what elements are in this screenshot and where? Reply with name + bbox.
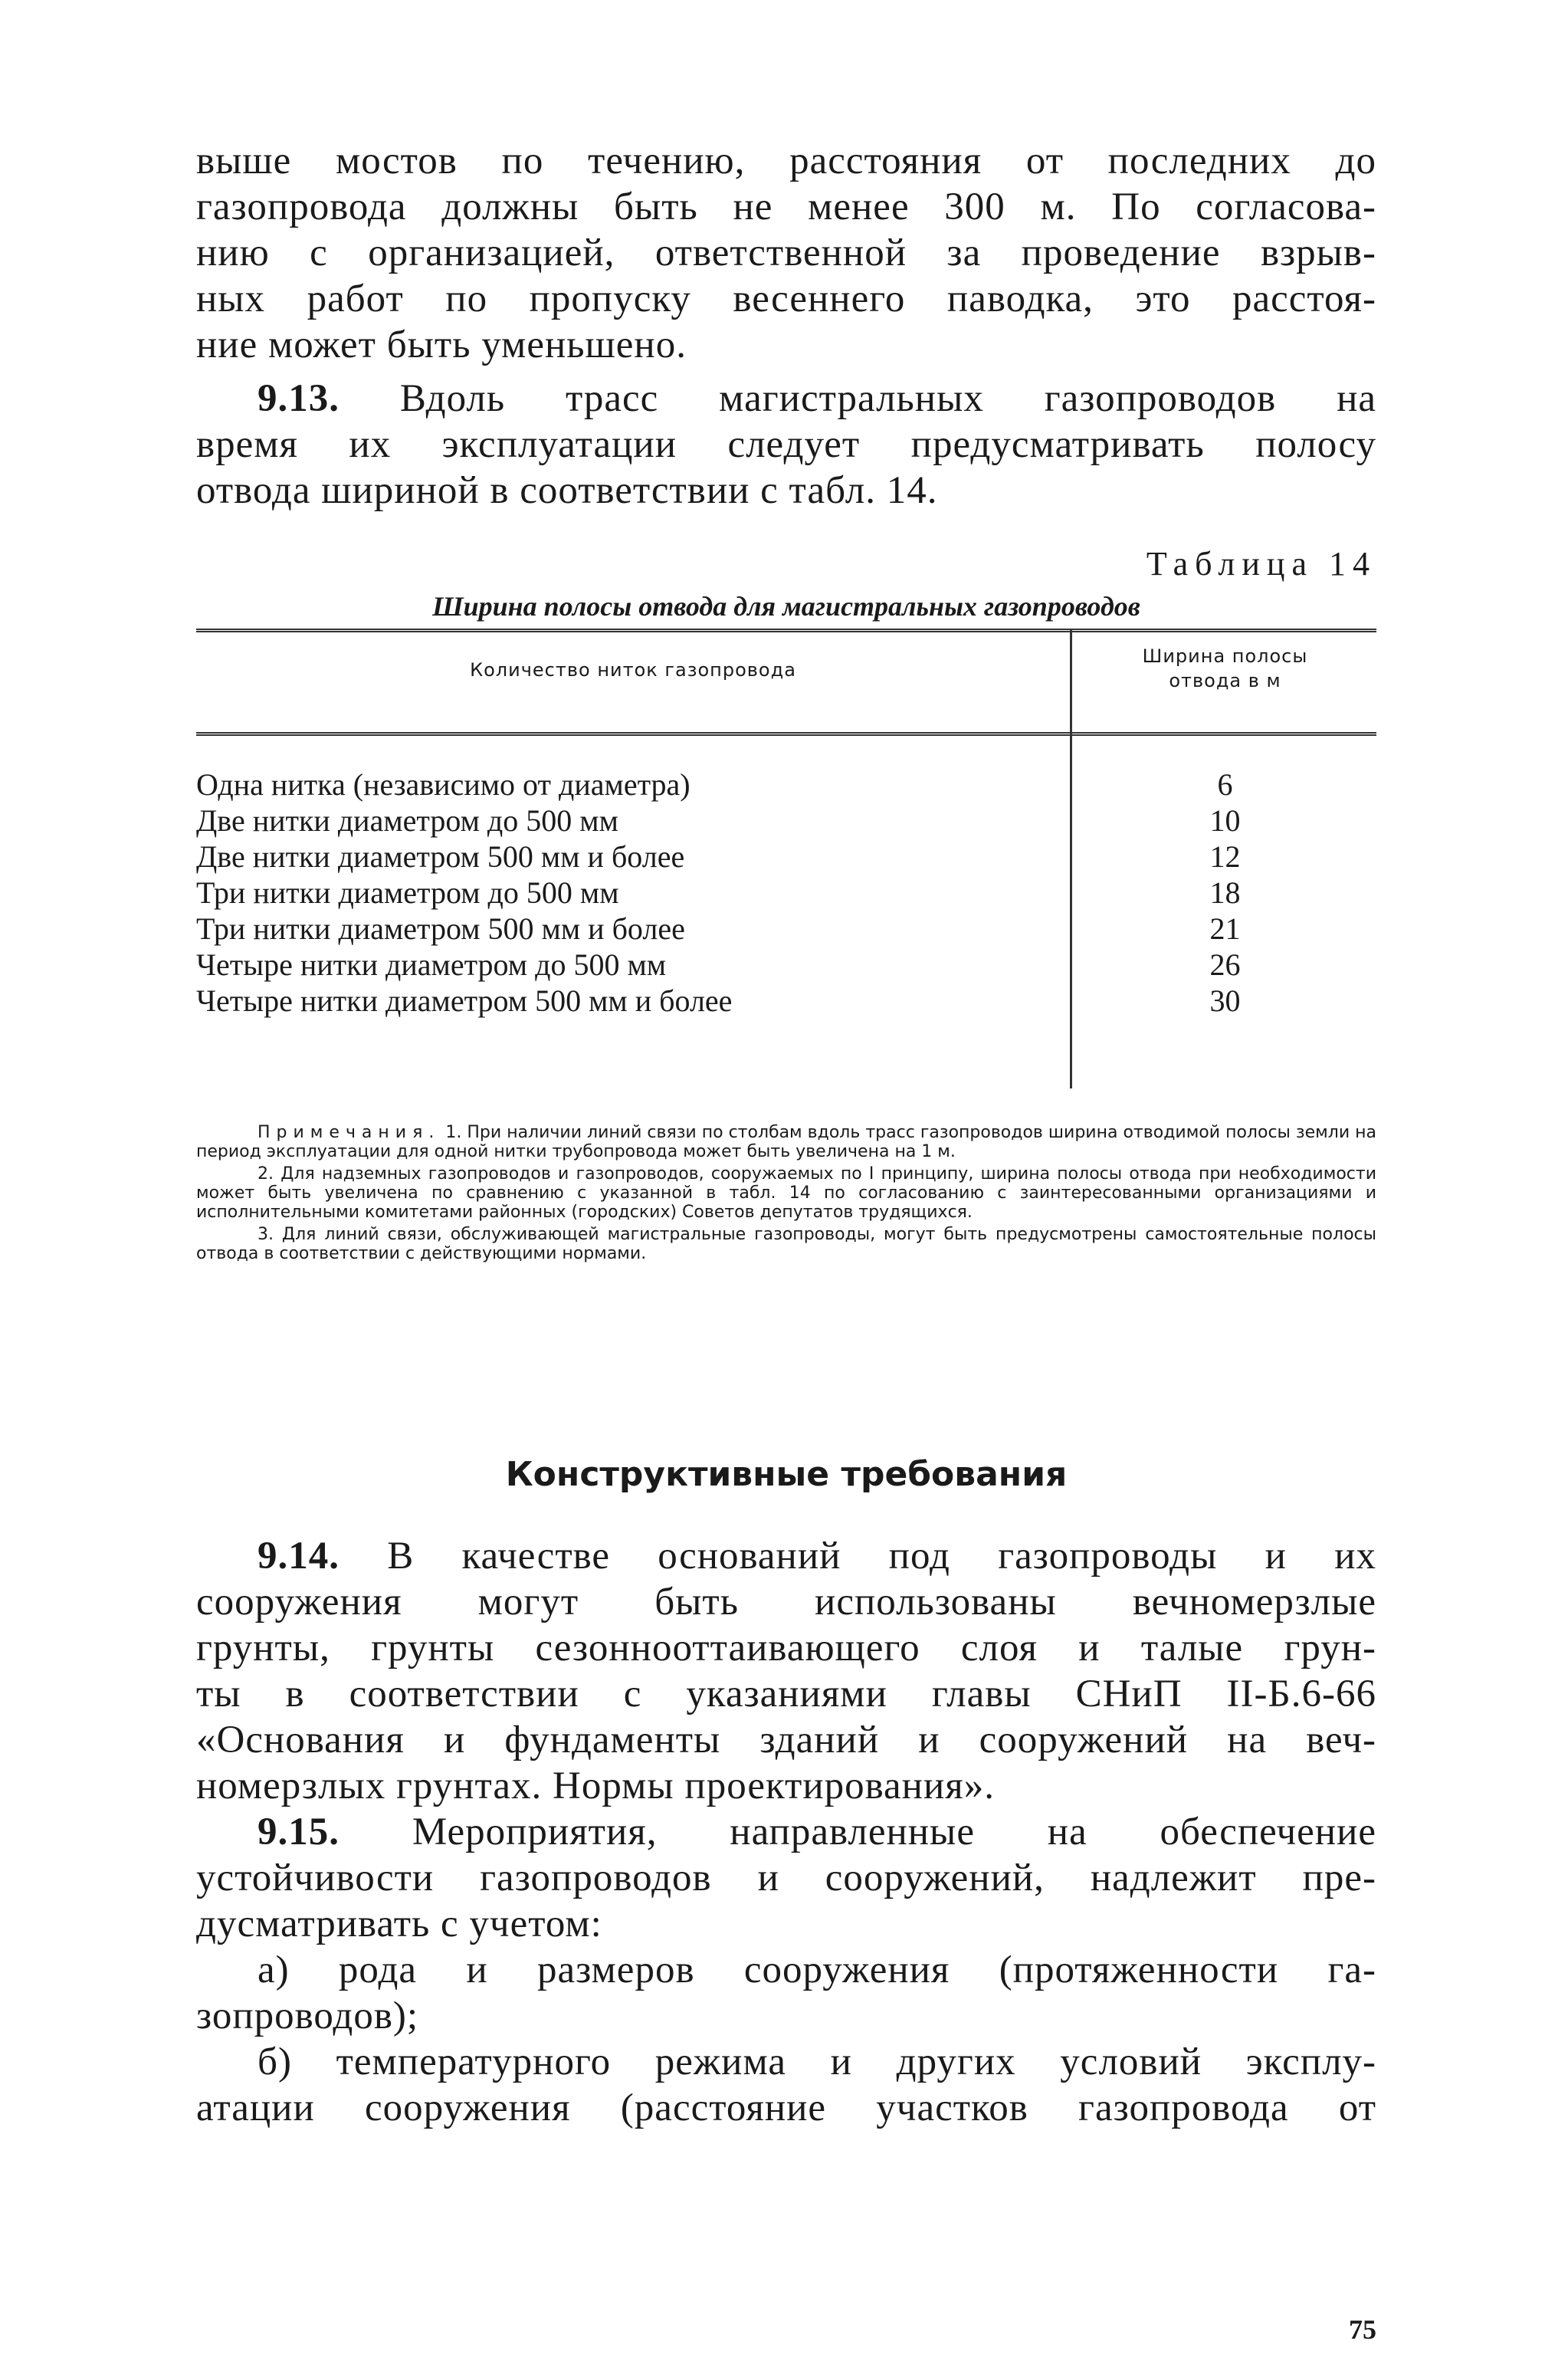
- text-fragment: Мероприятия, направленные на обеспечение: [412, 1811, 1377, 1853]
- paragraph-9-15: [196, 1809, 1376, 1947]
- text-line: сооружения могут быть использованы вечномерзлые: [196, 1581, 1376, 1624]
- row-value: 6: [1217, 767, 1233, 802]
- table-header-count: Количество ниток газопровода: [470, 659, 796, 681]
- table-row: [196, 875, 1376, 911]
- text-line: а) рода и размеров сооружения (протяженности га-: [258, 1949, 1376, 1991]
- text-fragment: В качестве оснований под газопроводы и их: [387, 1535, 1376, 1578]
- text-fragment: Вдоль трасс магистральных газопроводов на: [399, 377, 1376, 420]
- note-3: 3. Для линий связи, обслуживающей магистральные газопроводы, могут быть предусмотрены самостоятельные полосы отвода в соответствии с действующими нормами.: [196, 1225, 1376, 1263]
- text-line: [196, 376, 1376, 422]
- row-value: 18: [1209, 875, 1241, 910]
- header-line: Ширина полосы: [1142, 645, 1308, 667]
- table-row: [196, 911, 1376, 947]
- table-number: Таблица 14: [1146, 545, 1376, 583]
- text-line: ных работ по пропуску весеннего паводка, это расстоя-: [196, 277, 1376, 320]
- text-line: дусматривать с учетом:: [196, 1903, 602, 1945]
- row-value: 10: [1209, 803, 1241, 838]
- table-top-rule: [196, 629, 1376, 637]
- text-line: выше мостов по течению, расстояния от последних до: [196, 140, 1376, 182]
- table-row: [196, 839, 1376, 875]
- row-label: Две нитки диаметром 500 мм и более: [196, 839, 692, 874]
- row-label: Три нитки диаметром до 500 мм: [196, 875, 627, 910]
- text-line: «Основания и фундаменты зданий и сооружений на веч-: [196, 1719, 1376, 1761]
- section-heading: Конструктивные требования: [505, 1455, 1068, 1494]
- text-line: нию с организацией, ответственной за проведение взрыв-: [196, 231, 1376, 274]
- header-line: отвода в м: [1169, 670, 1281, 691]
- text-line: атации сооружения (расстояние участков газопровода от: [196, 2086, 1376, 2129]
- table-header-width: [1074, 644, 1376, 693]
- row-label: Четыре нитки диаметром 500 мм и более: [196, 983, 740, 1018]
- table-notes: [196, 1123, 1376, 1266]
- paragraph-continuation: [196, 138, 1376, 368]
- page-number: 75: [1349, 2314, 1376, 2345]
- table-header-rule: [196, 732, 1376, 740]
- row-label: Одна нитка (независимо от диаметра): [196, 767, 698, 802]
- paragraph-9-13: [196, 376, 1376, 514]
- notes-label: Примечания.: [258, 1123, 441, 1142]
- table-row: [196, 983, 1376, 1019]
- text-line: устойчивости газопроводов и сооружений, надлежит пре-: [196, 1857, 1376, 1899]
- note-2: 2. Для надземных газопроводов и газопроводов, сооружаемых по I принципу, ширина полосы отвода при необходимости может быть увеличена по сравнению с указанной в табл. 14 по согласованию с заинтересованными организациями и исполнительными комитетами районных (городских) Советов депутатов трудящихся.: [196, 1164, 1376, 1222]
- note-text: 1. При наличии линий связи по столбам вдоль трасс газопроводов ширина отводимой полосы земли на период эксплуатации для одной нитки трубопровода может быть увеличена на 1 м.: [196, 1123, 1377, 1161]
- row-value: 12: [1209, 839, 1241, 874]
- clause-number: 9.14.: [258, 1535, 340, 1578]
- text-line: ние может быть уменьшено.: [196, 323, 687, 366]
- text-line: ты в соответствии с указаниями главы СНиП II-Б.6-66: [196, 1673, 1376, 1715]
- row-value: 26: [1209, 947, 1241, 982]
- table-title: Ширина полосы отвода для магистральных газопроводов: [432, 591, 1140, 622]
- document-page: [196, 138, 1377, 2345]
- text-line: отвода шириной в соответствии с табл. 14.: [196, 469, 938, 512]
- text-line: б) температурного режима и других условий эксплу-: [258, 2040, 1376, 2083]
- row-label: Три нитки диаметром 500 мм и более: [196, 911, 693, 946]
- text-line: зопроводов);: [196, 1994, 419, 2037]
- table-row: [196, 803, 1376, 839]
- table-row: [196, 767, 1376, 803]
- note-1: [196, 1123, 1376, 1161]
- table-row: [196, 947, 1376, 983]
- row-label: Две нитки диаметром до 500 мм: [196, 803, 626, 838]
- text-line: газопровода должны быть не менее 300 м. По согласова-: [196, 185, 1376, 228]
- text-line: грунты, грунты сезоннооттаивающего слоя и талые грун-: [196, 1627, 1376, 1669]
- text-line: время их эксплуатации следует предусматривать полосу: [196, 423, 1376, 466]
- list-item-a: [196, 1947, 1376, 2039]
- width-table: [196, 629, 1376, 1104]
- clause-number: 9.15.: [258, 1811, 340, 1853]
- row-value: 21: [1209, 911, 1241, 946]
- clause-number: 9.13.: [258, 377, 340, 420]
- row-value: 30: [1209, 983, 1241, 1018]
- text-line: [196, 1533, 1376, 1579]
- text-line: [196, 1809, 1376, 1855]
- row-label: Четыре нитки диаметром до 500 мм: [196, 947, 674, 982]
- text-line: номерзлых грунтах. Нормы проектирования».: [196, 1765, 995, 1807]
- paragraph-9-14: [196, 1533, 1376, 1809]
- list-item-b: [196, 2039, 1376, 2131]
